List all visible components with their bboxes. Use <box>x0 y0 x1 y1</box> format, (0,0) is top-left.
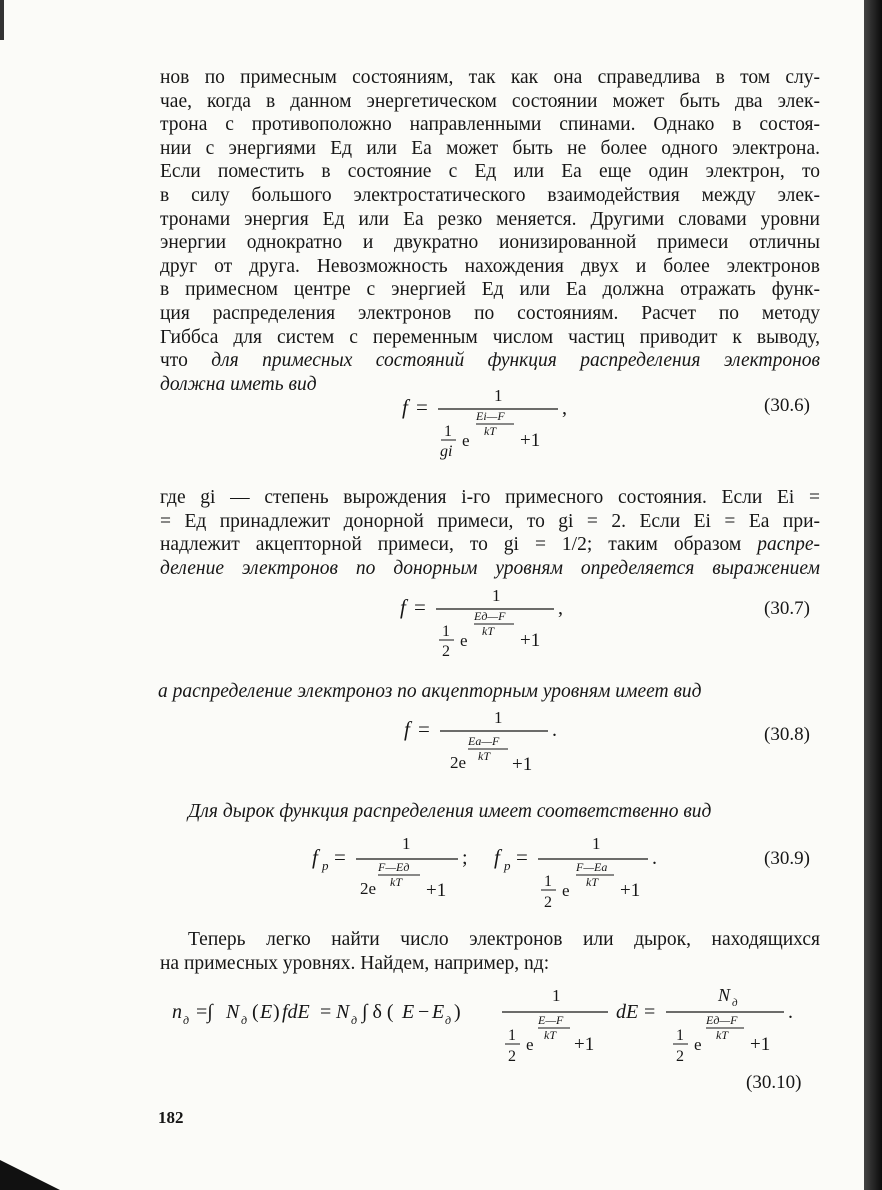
svg-text:2: 2 <box>442 643 450 660</box>
equation-30-9 <box>308 832 668 914</box>
svg-text:−: − <box>418 1001 430 1023</box>
svg-text:f: f <box>402 395 408 419</box>
svg-text:2e: 2e <box>360 879 377 898</box>
svg-text:2e: 2e <box>450 753 467 772</box>
svg-text:1: 1 <box>442 623 450 640</box>
svg-text:д: д <box>445 1013 452 1027</box>
svg-text:1: 1 <box>544 873 552 890</box>
svg-text:2: 2 <box>508 1048 516 1065</box>
equation-30-8 <box>398 706 598 782</box>
text-italic: распре- <box>757 534 821 556</box>
paragraph-4: Для дырок функция распределения имеет соответственно вид <box>188 801 712 822</box>
svg-text:N: N <box>226 1001 240 1023</box>
svg-text:E: E <box>260 1001 273 1023</box>
svg-text:kT: kT <box>390 875 402 889</box>
text-line: нии с энергиями Eд или Eа может быть не более одного электрона. <box>160 137 820 159</box>
svg-text:1: 1 <box>508 1027 516 1044</box>
equation-number: (30.7) <box>764 598 810 619</box>
svg-text:=: = <box>320 1001 332 1023</box>
svg-text:∫ δ (: ∫ δ ( <box>362 1001 394 1023</box>
svg-text:e: e <box>462 431 470 450</box>
scan-edge-bottom-left <box>0 1160 60 1190</box>
svg-text:E: E <box>402 1001 415 1023</box>
text-line: тронами энергия Eд или Eа резко меняется. Другими словами уровни <box>160 208 820 230</box>
svg-text:1: 1 <box>492 586 501 605</box>
svg-text:N: N <box>336 1001 350 1023</box>
svg-text:dE: dE <box>616 1001 639 1023</box>
text-line: Теперь легко найти число электронов или дырок, находящихся <box>188 929 820 950</box>
svg-text:Eд—F: Eд—F <box>706 1013 738 1027</box>
svg-text:n: n <box>172 1001 182 1023</box>
svg-text:kT: kT <box>544 1028 556 1042</box>
text-line: друг от друга. Невозможность нахождения двух и более электронов <box>160 255 820 277</box>
text-line: Гиббса для систем с переменным числом частиц приводит к выводу, <box>160 326 820 348</box>
svg-text:F—Eа: F—Eа <box>576 860 608 874</box>
paragraph-3: а распределение электроноз по акцепторным уровням имеет вид <box>158 681 702 702</box>
scan-edge-right <box>864 0 882 1190</box>
paragraph-2 <box>160 486 820 580</box>
svg-text:(: ( <box>252 1001 259 1023</box>
svg-text:f: f <box>494 845 500 869</box>
svg-text:1: 1 <box>552 986 561 1005</box>
svg-text:=: = <box>644 1001 656 1023</box>
svg-text:F—Eд: F—Eд <box>378 860 410 874</box>
text-plain: надлежит акцепторной примеси, то gi = 1/2; таким образом <box>160 534 742 556</box>
svg-text:1: 1 <box>676 1027 684 1044</box>
svg-text:=: = <box>418 717 430 741</box>
svg-text:gi: gi <box>440 443 453 460</box>
equation-30-10 <box>170 984 810 1068</box>
text-line: трона с противоположно направленными спинами. Однако в состоя- <box>160 114 820 136</box>
svg-text:д: д <box>241 1013 248 1027</box>
paragraph-5 <box>160 928 820 975</box>
text-line: ция распределения электронов по состояниям. Расчет по методу <box>160 302 820 324</box>
equation-number: (30.8) <box>764 724 810 745</box>
svg-text:): ) <box>454 1001 461 1023</box>
text-line-italic: должна иметь вид <box>160 373 317 395</box>
equation-30-6 <box>396 384 596 464</box>
svg-text:f: f <box>400 595 406 619</box>
text-plain: что <box>160 350 188 372</box>
text-italic: для примесных состояний функция распределения электронов <box>211 350 820 372</box>
text-line: на примесных уровнях. Найдем, например, nд: <box>160 952 550 974</box>
svg-text:Eа—F: Eа—F <box>468 734 500 748</box>
svg-text:2: 2 <box>544 894 552 911</box>
svg-text:e: e <box>562 881 570 900</box>
svg-text:;: ; <box>462 847 468 869</box>
svg-text:f: f <box>312 845 318 869</box>
svg-text:p: p <box>504 858 511 873</box>
svg-text:+1: +1 <box>750 1034 771 1055</box>
svg-text:,: , <box>558 597 563 619</box>
text-line: Если поместить в состояние с Eд или Eа еще один электрон, то <box>160 161 820 183</box>
svg-text:+1: +1 <box>520 630 541 651</box>
equation-number: (30.6) <box>764 395 810 416</box>
svg-text:kT: kT <box>484 424 496 438</box>
text-line: = Eд принадлежит донорной примеси, то gi = 2. Если Ei = Eа при- <box>160 510 820 532</box>
svg-text:e: e <box>526 1035 534 1054</box>
svg-text:e: e <box>694 1035 702 1054</box>
svg-text:kT: kT <box>716 1028 728 1042</box>
svg-text:1: 1 <box>444 423 452 440</box>
text-line: в силу большого электростатического взаимодействия между элек- <box>160 184 820 206</box>
svg-text:E: E <box>432 1001 445 1023</box>
svg-text:2: 2 <box>676 1048 684 1065</box>
svg-text:=: = <box>416 395 428 419</box>
page-number: 182 <box>158 1108 184 1127</box>
text-line <box>160 349 820 373</box>
equation-30-7 <box>394 584 594 664</box>
svg-text:1: 1 <box>494 386 503 405</box>
text-line <box>160 533 820 557</box>
svg-text:N: N <box>718 985 731 1005</box>
svg-text:=: = <box>516 845 528 869</box>
svg-text:fdE: fdE <box>282 1001 310 1023</box>
svg-text:+1: +1 <box>426 880 447 901</box>
svg-text:f: f <box>404 717 410 741</box>
svg-text:p: p <box>322 858 329 873</box>
equation-number: (30.10) <box>746 1072 802 1093</box>
svg-text:kT: kT <box>482 624 494 638</box>
svg-text:1: 1 <box>592 834 601 853</box>
svg-text:1: 1 <box>494 708 503 727</box>
scan-edge-top-left <box>0 0 4 40</box>
svg-text:д: д <box>351 1013 358 1027</box>
svg-text:.: . <box>652 847 657 869</box>
svg-text:): ) <box>273 1001 280 1023</box>
svg-text:+1: +1 <box>574 1034 595 1055</box>
svg-text:д: д <box>183 1013 190 1027</box>
svg-text:=: = <box>414 595 426 619</box>
svg-text:e: e <box>460 631 468 650</box>
text-line: где gi — степень вырождения i-го примесного состояния. Если Ei = <box>160 487 820 508</box>
svg-text:Eд—F: Eд—F <box>474 609 506 623</box>
svg-text:+1: +1 <box>520 430 541 451</box>
paragraph-1 <box>160 66 820 396</box>
svg-text:д: д <box>732 997 738 1009</box>
text-line: энергии однократно и двукратно ионизированной примеси отличны <box>160 232 820 254</box>
text-line-italic: деление электронов по донорным уровням определяется выражением <box>160 557 820 579</box>
svg-text:,: , <box>562 397 567 419</box>
svg-text:=∫: =∫ <box>196 1001 213 1023</box>
svg-text:kT: kT <box>586 875 598 889</box>
svg-text:kT: kT <box>478 749 490 763</box>
svg-text:+1: +1 <box>512 754 533 775</box>
svg-text:=: = <box>334 845 346 869</box>
text-line: в примесном центре с энергией Eд или Eа должна отражать функ- <box>160 279 820 301</box>
equation-number: (30.9) <box>764 848 810 869</box>
svg-text:Ei—F: Ei—F <box>476 409 505 423</box>
text-line: нов по примесным состояниям, так как она справедлива в том слу- <box>160 67 820 88</box>
svg-text:+1: +1 <box>620 880 641 901</box>
svg-text:.: . <box>788 1001 793 1023</box>
text-line: чае, когда в данном энергетическом состоянии может быть два элек- <box>160 90 820 112</box>
svg-text:E—F: E—F <box>538 1013 564 1027</box>
svg-text:1: 1 <box>402 834 411 853</box>
svg-text:.: . <box>552 719 557 741</box>
